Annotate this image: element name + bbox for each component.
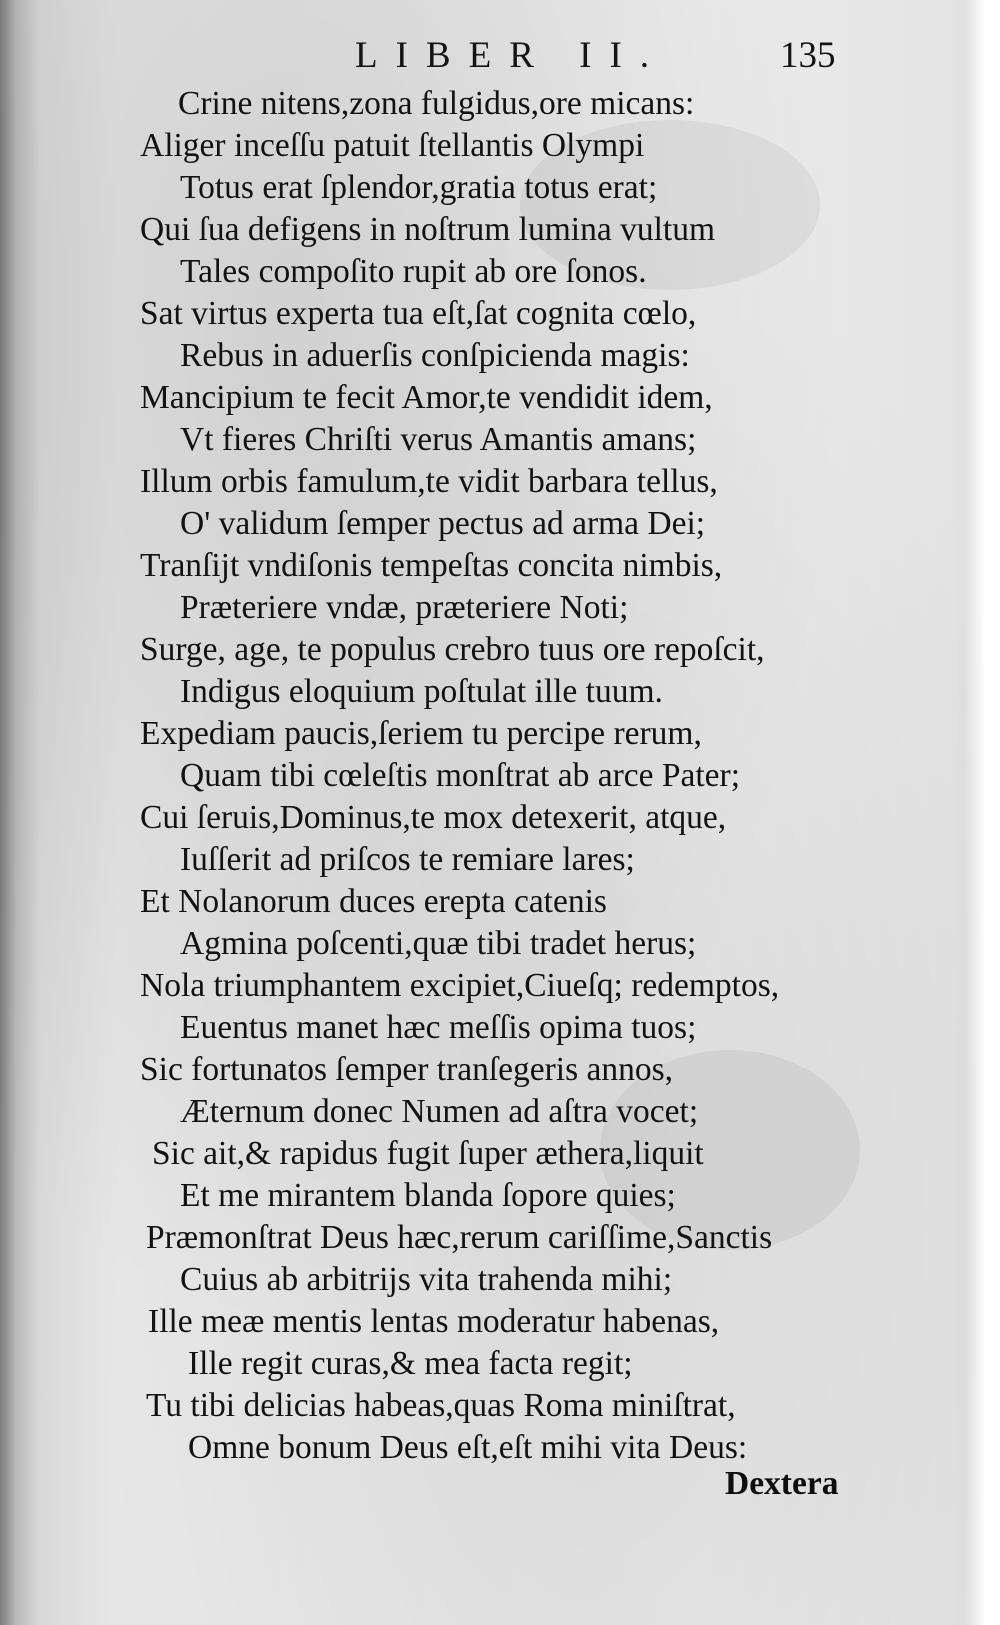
- verse-line: Expediam paucis,ſeriem tu percipe rerum,: [140, 715, 702, 752]
- catchword: Dextera: [725, 1465, 839, 1502]
- verse-line: Æternum donec Numen ad aſtra vocet;: [180, 1093, 699, 1130]
- verse-line: Totus erat ſplendor,gratia totus erat;: [180, 169, 658, 206]
- verse-line: Sic ait,& rapidus fugit ſuper æthera,liquit: [152, 1135, 704, 1172]
- verse-line: Crine nitens,zona fulgidus,ore micans:: [178, 85, 695, 122]
- verse-line: Tales compoſito rupit ab ore ſonos.: [180, 253, 647, 290]
- page-edge: [964, 0, 1000, 1625]
- verse-line: Illum orbis famulum,te vidit barbara tellus,: [140, 463, 718, 500]
- verse-line: Surge, age, te populus crebro tuus ore repoſcit,: [140, 631, 765, 668]
- verse-line: Vt fieres Chriſti verus Amantis amans;: [180, 421, 697, 458]
- running-head: LIBER II.: [355, 35, 668, 76]
- verse-line: Cuius ab arbitrijs vita trahenda mihi;: [180, 1261, 673, 1298]
- verse-line: Tranſijt vndiſonis tempeſtas concita nimbis,: [140, 547, 723, 584]
- verse-line: O' validum ſemper pectus ad arma Dei;: [180, 505, 706, 542]
- page-header: [0, 34, 1000, 84]
- verse-line: Mancipium te fecit Amor,te vendidit idem,: [140, 379, 713, 416]
- verse-line: Cui ſeruis,Dominus,te mox detexerit, atque,: [140, 799, 727, 836]
- verse-line: Ille regit curas,& mea facta regit;: [188, 1345, 633, 1382]
- verse-line: Tu tibi delicias habeas,quas Roma miniſtrat,: [146, 1387, 736, 1424]
- verse-line: Præteriere vndæ, præteriere Noti;: [180, 589, 629, 626]
- verse-line: Sat virtus experta tua eſt,ſat cognita cœlo,: [140, 295, 697, 332]
- verse-line: Rebus in aduerſis conſpicienda magis:: [180, 337, 690, 374]
- verse-line: Indigus eloquium poſtulat ille tuum.: [180, 673, 663, 710]
- verse-line: Ille meæ mentis lentas moderatur habenas,: [148, 1303, 720, 1340]
- verse-line: Nola triumphantem excipiet,Ciueſq; redemptos,: [140, 967, 780, 1004]
- verse-line: Euentus manet hæc meſſis opima tuos;: [180, 1009, 697, 1046]
- verse-line: Præmonſtrat Deus hæc,rerum cariſſime,Sanctis: [146, 1219, 773, 1256]
- page-number: 135: [780, 35, 836, 76]
- verse-line: Aliger inceſſu patuit ſtellantis Olympi: [140, 127, 645, 164]
- verse-line: Iuſſerit ad priſcos te remiare lares;: [180, 841, 635, 878]
- verse-line: Sic fortunatos ſemper tranſegeris annos,: [140, 1051, 674, 1088]
- verse-line: Agmina poſcenti,quæ tibi tradet herus;: [180, 925, 697, 962]
- verse-line: Et me mirantem blanda ſopore quies;: [180, 1177, 676, 1214]
- verse-line: Quam tibi cœleſtis monſtrat ab arce Pater;: [180, 757, 741, 794]
- verse-line: Omne bonum Deus eſt,eſt mihi vita Deus:: [188, 1429, 748, 1466]
- verse-line: Qui ſua defigens in noſtrum lumina vultum: [140, 211, 716, 248]
- verse-line: Et Nolanorum duces erepta catenis: [140, 883, 607, 920]
